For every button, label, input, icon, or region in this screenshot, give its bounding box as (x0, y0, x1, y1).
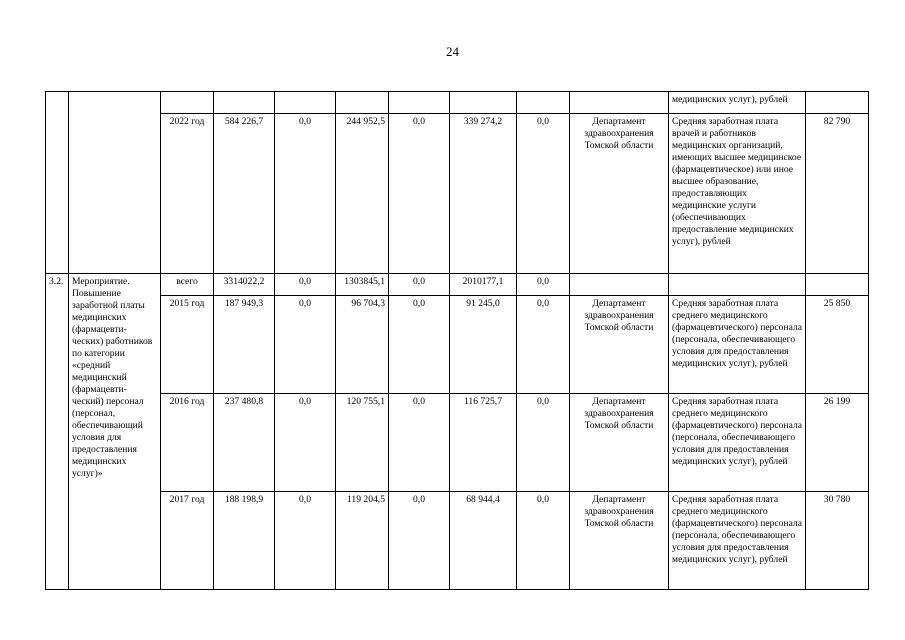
cell-regional: 244 952,5 (336, 114, 389, 274)
cell-executor: Департамент здравоохранения Томской области (570, 492, 669, 590)
cell-measure-number: 3.2. (46, 274, 69, 590)
cell-total: 188 198,9 (214, 492, 275, 590)
page-number: 24 (446, 44, 459, 59)
cell-total: 3314022,2 (214, 274, 275, 296)
cell-extra: 339 274,2 (450, 114, 517, 274)
cell-federal: 0,0 (275, 394, 336, 492)
cell-year: всего (161, 274, 214, 296)
cell-total: 584 226,7 (214, 114, 275, 274)
cell-year: 2016 год (161, 394, 214, 492)
cell-total: 237 480,8 (214, 394, 275, 492)
cell-federal: 0,0 (275, 114, 336, 274)
table-row-continuation (46, 92, 869, 114)
cell-extra: 91 245,0 (450, 296, 517, 394)
cell-other: 0,0 (517, 274, 570, 296)
cell-local: 0,0 (389, 274, 450, 296)
cell-name-empty (69, 92, 161, 274)
cell-federal: 0,0 (275, 274, 336, 296)
cell-regional: 96 704,3 (336, 296, 389, 394)
cell-executor: Департамент здравоохранения Томской области (570, 394, 669, 492)
cell-federal: 0,0 (275, 492, 336, 590)
table-row-2022 (46, 114, 869, 274)
cell-local: 0,0 (389, 114, 450, 274)
cell-extra: 116 725,7 (450, 394, 517, 492)
cell-other: 0,0 (517, 394, 570, 492)
cell-regional: 119 204,5 (336, 492, 389, 590)
cell-number-empty (46, 92, 69, 274)
cell-regional: 1303845,1 (336, 274, 389, 296)
cell-indicator: Средняя заработная плата врачей и работников медицинских организаций, имеющих высшее медицинское (фармацевтическое) или иное высшее образование, предоставляющих медицинские услуги (обеспечивающих предоставление медицинских услуг), рублей (669, 114, 806, 274)
cell-value: 26 199 (806, 394, 869, 492)
cell-other: 0,0 (517, 114, 570, 274)
table-row-2015 (46, 296, 869, 394)
cell-indicator: Средняя заработная плата среднего медицинского (фармацевтического) персонала (персонала, обеспечивающего условия для предоставления медицинских услуг), рублей (669, 296, 806, 394)
cell-year: 2022 год (161, 114, 214, 274)
cell-local: 0,0 (389, 296, 450, 394)
cell-executor: Департамент здравоохранения Томской области (570, 114, 669, 274)
cell-value: 30 780 (806, 492, 869, 590)
cell-extra: 2010177,1 (450, 274, 517, 296)
cell-local: 0,0 (389, 394, 450, 492)
program-table (45, 91, 869, 590)
cell-indicator: Средняя заработная плата среднего медицинского (фармацевтического) персонала (персонала, обеспечивающего условия для предоставления медицинских услуг), рублей (669, 492, 806, 590)
table-row-2017 (46, 492, 869, 590)
cell-extra: 68 944,4 (450, 492, 517, 590)
cell-year: 2015 год (161, 296, 214, 394)
table-row-total (46, 274, 869, 296)
cell-measure-name: Мероприятие. Повышение заработной платы медицинских (фармацевти-ческих) работников по категории «средний медицинский (фармацевти-ческий) персонал (персонал, обеспечивающий условия для предоставления медицинских услуг)» (69, 274, 161, 590)
cell-indicator: медицинских услуг), рублей (669, 92, 806, 114)
cell-local: 0,0 (389, 492, 450, 590)
cell-federal: 0,0 (275, 296, 336, 394)
cell-executor: Департамент здравоохранения Томской области (570, 296, 669, 394)
cell-regional: 120 755,1 (336, 394, 389, 492)
cell-other: 0,0 (517, 296, 570, 394)
cell-year: 2017 год (161, 492, 214, 590)
cell-total: 187 949,3 (214, 296, 275, 394)
table-row-2016 (46, 394, 869, 492)
cell-other: 0,0 (517, 492, 570, 590)
cell-value: 25 850 (806, 296, 869, 394)
cell-value: 82 790 (806, 114, 869, 274)
cell-indicator: Средняя заработная плата среднего медицинского (фармацевтического) персонала (персонала, обеспечивающего условия для предоставления медицинских услуг), рублей (669, 394, 806, 492)
